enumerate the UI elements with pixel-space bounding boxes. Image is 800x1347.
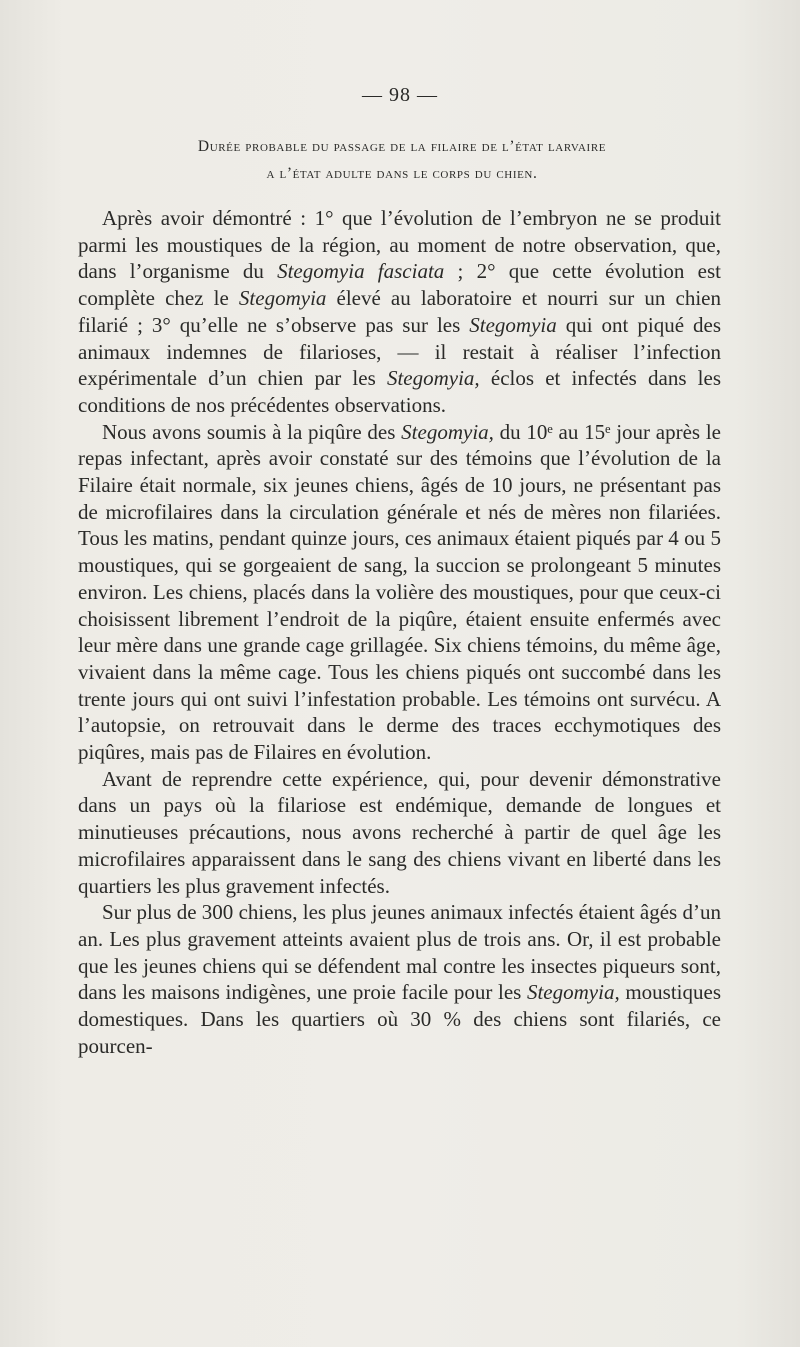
section-title-line-1: Durée probable du passage de la filaire de l’état larvaire (197, 138, 607, 155)
italic-run: Stegomyia, (386, 366, 480, 391)
page-number: — 98 — (362, 84, 438, 106)
text-run: moustiques domestiques. Dans les quartiers où 30 % des chiens sont filariés, ce pourcen- (78, 980, 722, 1058)
italic-run: Stegomyia, (526, 980, 620, 1005)
italic-run: Stegomyia (469, 312, 557, 337)
text-run: Sur plus de 300 chiens, les plus jeunes animaux infectés étaient âgés d’un an. Les plus gravement atteints avaient plus de trois ans. Or, il est probable que les jeunes chiens qui se défendent mal contre les insectes piqueurs sont, dans les maisons indigènes, une proie facile pour les (78, 900, 721, 1005)
text-run: ; 2° que cette évolution est complète chez le (78, 259, 721, 311)
text-run: élevé au laboratoire et nourri sur un chien filarié ; 3° qu’elle ne s’observe pas sur les (78, 286, 721, 337)
paragraph-4 (78, 899, 721, 1059)
text-run: qui ont piqué des animaux indemnes de filarioses, — il restait à réaliser l’infection expérimentale d’un chien par les (78, 312, 721, 391)
text-run: Après avoir démontré : 1° que l’évolution de l’embryon ne se produit parmi les moustiques de la région, au moment de notre observation, que, dans l’organisme du (78, 206, 721, 284)
text-run: Nous avons soumis à la piqûre des (102, 419, 402, 444)
paragraph-2 (78, 419, 721, 766)
body-text (78, 205, 721, 1060)
section-title-line-2: a l’état adulte dans le corps du chien. (266, 165, 538, 182)
italic-run: Stegomyia (238, 286, 327, 311)
paragraph-3 (78, 766, 721, 900)
italic-run: Stegomyia fasciata (277, 259, 445, 284)
text-run: du 10ᵉ au 15ᵉ jour après le repas infectant, après avoir constaté sur des témoins que l’évolution de la Filaire était normale, six jeunes chiens, âgés de 10 jours, ne présentant pas de microfilaires dans la circulation générale et nés de mères non filariées. Tous les matins, pendant quinze jours, ces animaux étaient piqués par 4 ou 5 moustiques, qui se gorgeaient de sang, la succion se prolongeant 5 minutes environ. Les chiens, placés dans la volière des moustiques, pour que ceux-ci choisissent librement l’endroit de la piqûre, étaient ensuite enfermés avec leur mère dans une grande cage grillagée. Six chiens témoins, du même âge, vivaient dans la même cage. Tous les chiens piqués ont succombé dans les trente jours qui ont suivi l’infestation probable. Les témoins ont survécu. A l’autopsie, on retrouvait dans le derme des traces ecchymotiques des piqûres, mais pas de Filaires en évolution. (78, 419, 721, 765)
text-run: Avant de reprendre cette expérience, qui, pour devenir démonstrative dans un pays où la filariose est endémique, demande de longues et minutieuses précautions, nous avons recherché à partir de quel âge les microfilaires apparaissent dans le sang des chiens vivant en liberté dans les quartiers les plus gravement infectés. (78, 766, 721, 898)
paragraph-1 (78, 205, 721, 419)
italic-run: Stegomyia, (401, 419, 494, 444)
section-title (82, 133, 722, 187)
text-run: éclos et infectés dans les conditions de nos précédentes observations. (78, 366, 722, 417)
